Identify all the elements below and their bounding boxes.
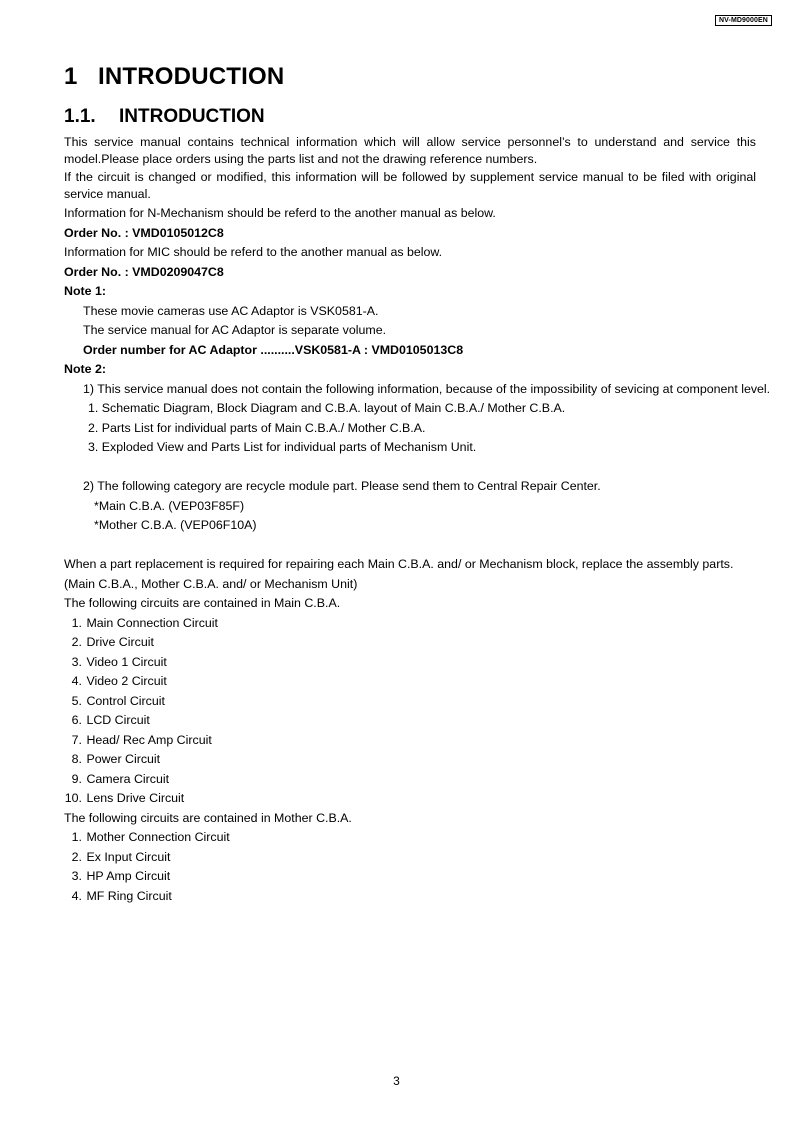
- note2-subitem: 1. Schematic Diagram, Block Diagram and C.B.A. layout of Main C.B.A./ Mother C.B.A.: [88, 401, 566, 415]
- subsection-heading: [64, 105, 265, 129]
- recycle-part: *Main C.B.A. (VEP03F85F): [94, 498, 245, 513]
- model-number-badge: NV-MD9000EN: [715, 15, 772, 26]
- spacer: [64, 458, 756, 478]
- page-number: 3: [393, 1074, 400, 1088]
- section-title: INTRODUCTION: [98, 63, 285, 90]
- section-number: 1: [64, 63, 78, 90]
- circuit-change-paragraph: If the circuit is changed or modified, this information will be followed by supplement service manual to be filed with original service manual.: [64, 170, 756, 201]
- intro-paragraph: This service manual contains technical information which will allow service personnel’s to understand and service this model.Please place orders using the parts list and not the drawing reference numbers.: [64, 135, 756, 166]
- spacer: [64, 536, 756, 556]
- list-item: 2. Drive Circuit: [71, 635, 154, 649]
- main-cba-intro: The following circuits are contained in Main C.B.A.: [64, 596, 341, 610]
- list-item: 4. Video 2 Circuit: [71, 674, 167, 688]
- note1-line: These movie cameras use AC Adaptor is VSK0581-A.: [83, 303, 379, 318]
- list-item: 9. Camera Circuit: [71, 771, 170, 786]
- list-item: 5. Control Circuit: [71, 693, 165, 708]
- note1-order-line: Order number for AC Adaptor ..........VSK0581-A : VMD0105013C8: [83, 342, 464, 357]
- list-item: 1. Main Connection Circuit: [71, 615, 218, 630]
- subsection-title: INTRODUCTION: [119, 106, 265, 127]
- subsection-number: 1.1.: [64, 106, 96, 127]
- replacement-paragraph: When a part replacement is required for repairing each Main C.B.A. and/ or Mechanism block, replace the assembly parts.: [64, 557, 734, 571]
- note2-label: Note 2:: [64, 362, 106, 376]
- list-item: 4. MF Ring Circuit: [71, 888, 172, 903]
- order-number-mechanism: Order No. : VMD0105012C8: [64, 225, 224, 240]
- replacement-units: (Main C.B.A., Mother C.B.A. and/ or Mechanism Unit): [64, 576, 358, 591]
- list-item: 2. Ex Input Circuit: [71, 849, 171, 864]
- document-body: [64, 134, 771, 906]
- note2-item: 2) The following category are recycle module part. Please send them to Central Repair Center.: [83, 479, 601, 493]
- list-item: 1. Mother Connection Circuit: [71, 830, 230, 844]
- note2-item: 1) This service manual does not contain the following information, because of the impossibility of sevicing at component level.: [83, 381, 771, 396]
- list-item: 3. HP Amp Circuit: [71, 869, 171, 883]
- list-item: 6. LCD Circuit: [71, 713, 150, 727]
- note1-line: The service manual for AC Adaptor is separate volume.: [83, 323, 387, 337]
- recycle-part: *Mother C.B.A. (VEP06F10A): [94, 518, 257, 532]
- mother-cba-intro: The following circuits are contained in Mother C.B.A.: [64, 810, 352, 825]
- note1-label: Note 1:: [64, 284, 106, 298]
- section-heading: [64, 62, 284, 92]
- n-mechanism-info: Information for N-Mechanism should be referd to the another manual as below.: [64, 206, 496, 220]
- note2-subitem: 3. Exploded View and Parts List for individual parts of Mechanism Unit.: [88, 440, 477, 454]
- mic-info: Information for MIC should be referd to the another manual as below.: [64, 245, 443, 259]
- list-item: 3. Video 1 Circuit: [71, 654, 167, 669]
- note2-subitem: 2. Parts List for individual parts of Main C.B.A./ Mother C.B.A.: [88, 420, 426, 435]
- list-item: 8. Power Circuit: [71, 752, 161, 766]
- list-item: 7. Head/ Rec Amp Circuit: [71, 732, 212, 747]
- order-number-mic: Order No. : VMD0209047C8: [64, 264, 224, 279]
- list-item: 10. Lens Drive Circuit: [64, 791, 185, 805]
